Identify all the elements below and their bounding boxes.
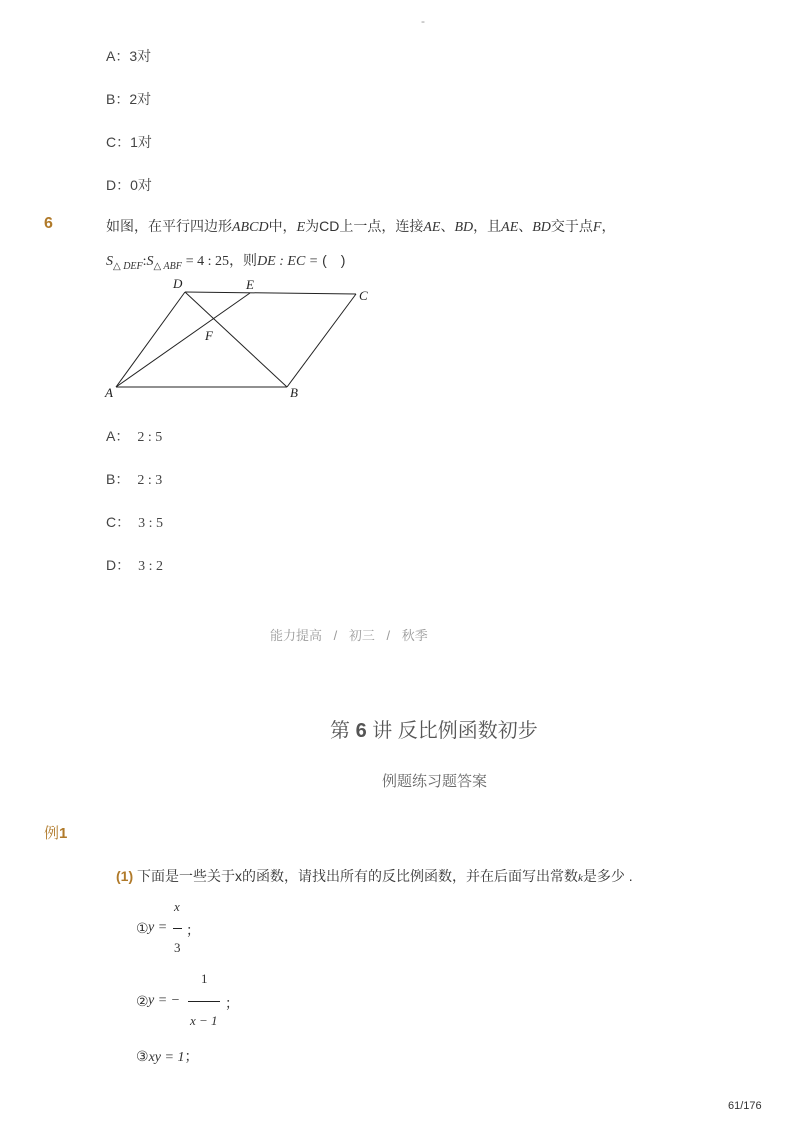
option-label: B： (106, 91, 130, 107)
stem-text: 交于点 (550, 218, 593, 234)
title-prefix: 第 (330, 720, 350, 742)
item-end: ； (186, 922, 200, 938)
option-a[interactable] (106, 426, 162, 446)
breadcrumb-item: 初三 (348, 628, 375, 643)
stem-text: 如图，在平行四边形 (106, 218, 232, 234)
title-number: 6 (355, 720, 367, 742)
label-a: A (105, 385, 113, 400)
stem-text: 、 (518, 218, 533, 234)
math-bd: BD (532, 220, 551, 235)
stem-text: ，且 (473, 218, 502, 234)
stem-text: ， (601, 218, 616, 234)
option-value: 2 : 3 (137, 473, 163, 488)
item-marker: ③ (136, 1048, 149, 1064)
prompt-text: 下面是一些关于x的函数，请找出所有的反比例函数，并在后面写出常数 (137, 868, 579, 884)
example-label (44, 822, 67, 843)
label-d: D (173, 276, 183, 291)
math-expression: xy = 1 (148, 1050, 185, 1065)
stem-text: 、 (440, 218, 455, 234)
item-end: ； (225, 995, 239, 1011)
option-value: 1对 (130, 134, 152, 150)
parallelogram-figure (100, 276, 380, 406)
function-item-3 (136, 1046, 198, 1066)
math-e: E (296, 220, 306, 235)
option-label: C： (106, 134, 131, 150)
math-bd: BD (454, 220, 474, 235)
math-abcd: ABCD (232, 220, 269, 235)
math-colon: : (142, 254, 147, 269)
lecture-title (330, 714, 538, 743)
math-deec: DE : EC = (257, 254, 319, 269)
question-number: 6 (44, 215, 53, 232)
math-ae: AE (423, 220, 441, 235)
option-value: 3 : 5 (138, 516, 164, 531)
edge-bc (287, 294, 356, 387)
math-lhs: y = − (148, 993, 181, 1008)
math-ratio: = 4 : 25 (185, 254, 230, 269)
math-k: k (578, 872, 583, 884)
prompt-text: 是多少 . (582, 868, 633, 884)
option-c[interactable] (106, 132, 152, 152)
example-number: 1 (59, 825, 68, 842)
option-label: B： (106, 471, 130, 487)
breadcrumb (270, 625, 428, 644)
fraction-numerator: x (174, 899, 180, 914)
option-c[interactable] (106, 512, 163, 532)
breadcrumb-separator: / (386, 628, 391, 643)
option-value: 2对 (129, 91, 152, 107)
option-label: D： (106, 557, 131, 573)
option-d[interactable] (106, 555, 163, 575)
fraction-numerator: 1 (201, 971, 208, 986)
edge-dc (185, 292, 356, 294)
fraction-denominator: 3 (174, 940, 181, 955)
math-subscript: △ ABF (153, 261, 182, 272)
fraction-bar (188, 1001, 220, 1002)
option-label: A： (106, 48, 130, 64)
option-a[interactable] (106, 46, 151, 66)
option-d[interactable] (106, 175, 152, 195)
item-marker: ① (136, 920, 149, 936)
breadcrumb-item: 能力提高 (270, 628, 323, 643)
breadcrumb-separator: / (333, 628, 338, 643)
option-value: 3对 (129, 48, 152, 64)
question-stem-line1 (106, 216, 615, 236)
answer-blank: ( ) (322, 252, 346, 268)
label-e: E (246, 277, 254, 292)
segment-ae (116, 293, 250, 387)
math-subscript: △ DEF (113, 261, 143, 272)
option-label: A： (106, 428, 130, 444)
item-end: ； (184, 1048, 199, 1064)
breadcrumb-item: 秋季 (401, 628, 428, 643)
item-marker: ② (136, 993, 149, 1009)
edge-da (116, 292, 185, 387)
math-ae: AE (501, 220, 519, 235)
fraction-bar (173, 928, 182, 929)
fraction-denominator: x − 1 (190, 1013, 218, 1028)
stem-text: ，则 (229, 252, 258, 268)
part-1-prompt (116, 866, 633, 886)
page-number: 61/176 (728, 1100, 762, 1112)
top-mark: - (421, 14, 425, 28)
math-s: S (146, 254, 154, 269)
label-f: F (205, 328, 213, 343)
segment-bd (185, 292, 287, 387)
option-label: C： (106, 514, 131, 530)
option-label: D： (106, 177, 131, 193)
math-lhs: y = (148, 920, 168, 935)
stem-text: 中， (268, 218, 297, 234)
option-b[interactable] (106, 469, 162, 489)
title-suffix: 讲 反比例函数初步 (372, 720, 538, 742)
math-f: F (592, 220, 602, 235)
question-stem-line2 (106, 250, 345, 272)
option-b[interactable] (106, 89, 151, 109)
math-s: S (106, 254, 113, 269)
option-value: 2 : 5 (137, 430, 163, 445)
label-c: C (359, 288, 368, 303)
option-value: 3 : 2 (138, 559, 164, 574)
option-value: 0对 (130, 177, 152, 193)
example-word: 例 (44, 825, 60, 842)
label-b: B (290, 385, 298, 400)
page-subtitle: 例题练习题答案 (382, 773, 488, 790)
part-tag: (1) (116, 868, 134, 884)
stem-text: 为CD上一点，连接 (305, 218, 424, 234)
